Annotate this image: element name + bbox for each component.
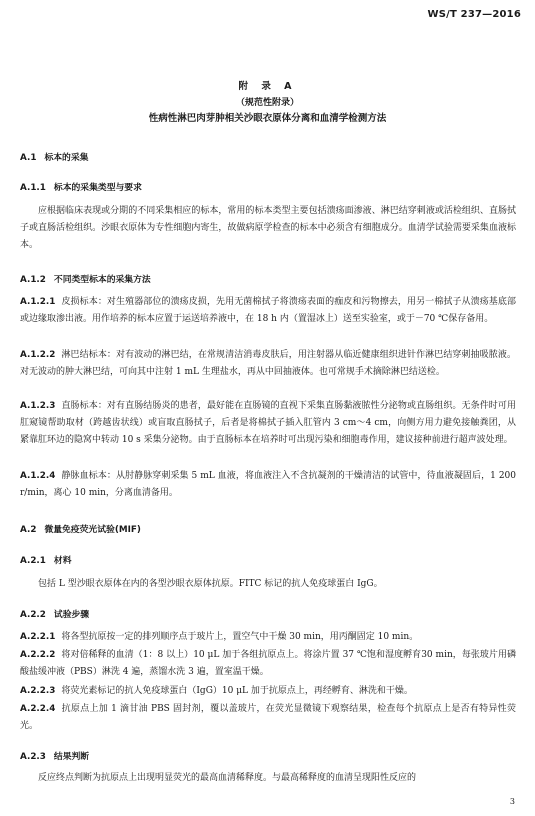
section-heading-a2: A.2 微量免疫荧光试验(MIF) (20, 525, 141, 535)
section-heading-a1: A.1 标本的采集 (20, 153, 89, 163)
paragraph-a221: A.2.2.1 将各型抗原按一定的排列顺序点于玻片上，置空气中干燥 30 min，用丙酮固定 10 min。 (20, 632, 419, 642)
section-heading-a12: A.1.2 不同类型标本的采集方法 (20, 275, 151, 285)
appendix-subtitle: （规范性附录） (235, 98, 299, 108)
paragraph-a124: A.1.2.4 静脉血标本：从肘静脉穿刺采集 5 mL 血液，将血液注入不含抗凝剂的干燥清洁的试管中，待血液凝固后，1 200 r/min，离心 10 min，分离血清备用。 (20, 471, 516, 498)
paragraph-a222: A.2.2.2 将对倍稀释的血清（1：8 以上）10 μL 加于各组抗原点上。将涂片置 37 ℃饱和湿度孵育30 min，每张玻片用磷酸盐缓冲液（PBS）淋洗 4 遍，蒸馏水洗 3 遍，置室温干燥。 (20, 650, 516, 677)
paragraph-a11: 应根据临床表现或分期的不同采集相应的标本，常用的标本类型主要包括溃疡面渗液、淋巴结穿刺液或活检组织、直肠拭子或直肠活检组织。沙眼衣原体为专性细胞内寄生，故做病原学检查的标本中必须含有细胞成分。血清学试验需要采集血液标本。 (20, 206, 516, 250)
paragraph-a224: A.2.2.4 抗原点上加 1 滴甘油 PBS 固封剂，覆以盖玻片，在荧光显微镜下观察结果，检查每个抗原点上是否有特异性荧光。 (20, 704, 516, 731)
section-heading-a23: A.2.3 结果判断 (20, 752, 90, 762)
appendix-label: 附 录 A (238, 81, 297, 92)
section-heading-a22: A.2.2 试验步骤 (20, 610, 90, 620)
document-code-header: WS/T 237—2016 (427, 9, 521, 20)
paragraph-a123: A.1.2.3 直肠标本：对有直肠结肠炎的患者，最好能在直肠镜的直视下采集直肠黏液脓性分泌物或直肠组织。无条件时可用肛窥镜帮助取材（跨越齿状线）或盲取直肠拭子，后者是将棉拭子插入肛管内 3 cm～4 cm，向侧方用力避免接触粪团，从紧靠肛环边的隐窝中转动 10 s 采集分泌物。由于直肠标本在培养时可出现污染和细胞毒作用，建议接种前进行超声波处理。 (20, 401, 516, 445)
section-heading-a21: A.2.1 材料 (20, 556, 72, 566)
paragraph-a21: 包括 L 型沙眼衣原体在内的各型沙眼衣原体抗原。FITC 标记的抗人免疫球蛋白 IgG。 (38, 579, 383, 589)
section-heading-a11: A.1.1 标本的采集类型与要求 (20, 183, 142, 193)
paragraph-a122: A.1.2.2 淋巴结标本：对有波动的淋巴结，在常规清洁消毒皮肤后，用注射器从临近健康组织进针作淋巴结穿刺抽吸脓液。对无波动的肿大淋巴结，可向其中注射 1 mL 生理盐水，再从中回抽液体。也可常规手术摘除淋巴结送检。 (20, 350, 516, 377)
page-number: 3 (509, 797, 515, 806)
appendix-title-block (0, 79, 535, 127)
paragraph-a23: 反应终点判断为抗原点上出现明显荧光的最高血清稀释度。与最高稀释度的血清呈现阳性反应的 (38, 773, 417, 783)
paragraph-a223: A.2.2.3 将荧光素标记的抗人免疫球蛋白（IgG）10 μL 加于抗原点上，再经孵育、淋洗和干燥。 (20, 686, 413, 696)
paragraph-a121: A.1.2.1 皮损标本：对生殖器部位的溃疡皮损，先用无菌棉拭子将溃疡表面的痂皮和污物擦去，用另一棉拭子从溃疡基底部或边缘取渗出液。用作培养的标本应置于运送培养液中，在 18 h 内（置湿冰上）送至实验室，或于－70 ℃保存备用。 (20, 297, 516, 324)
appendix-title: 性病性淋巴肉芽肿相关沙眼衣原体分离和血清学检测方法 (148, 113, 387, 124)
